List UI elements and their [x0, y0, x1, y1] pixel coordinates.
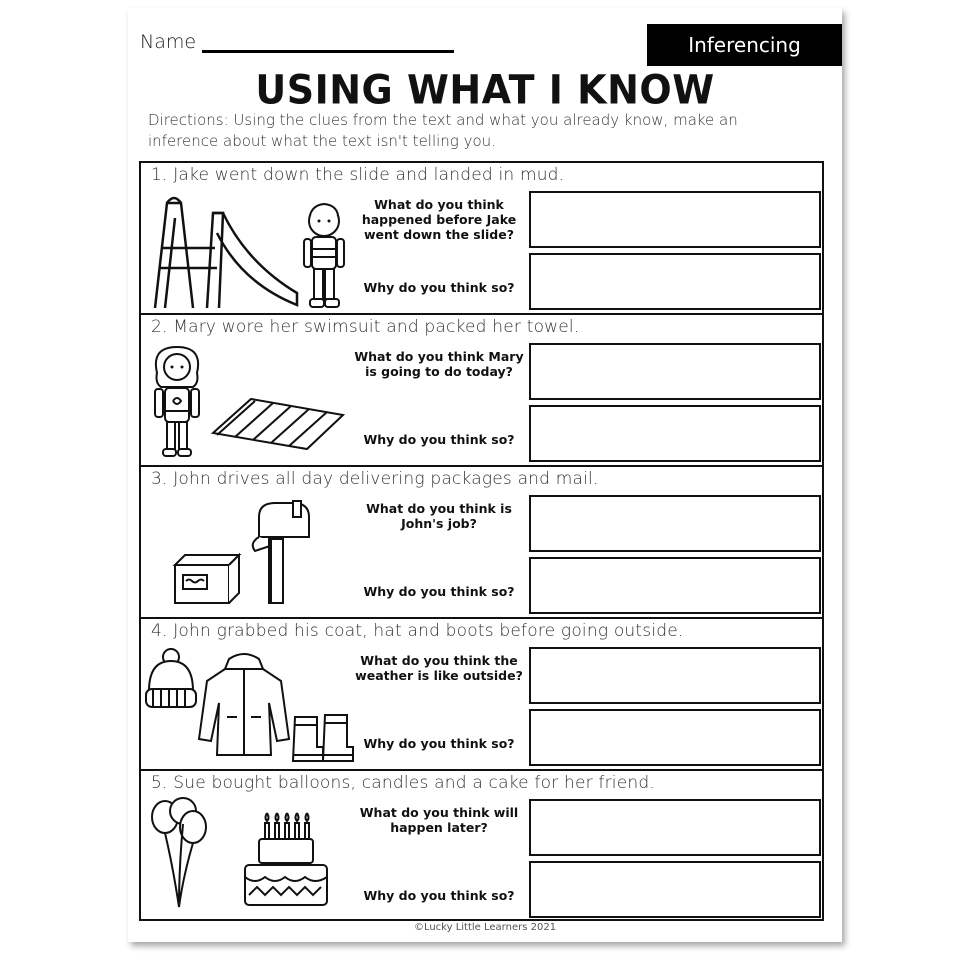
towel-icon [211, 393, 351, 453]
prompt-text: 1. Jake went down the slide and landed in mud. [151, 165, 565, 185]
winter-hat-icon [143, 647, 201, 713]
why-text: Why do you think so? [363, 888, 515, 903]
balloons-icon [149, 797, 209, 917]
question-section-5 [141, 771, 822, 923]
why-text: Why do you think so? [363, 432, 515, 447]
boots-icon [291, 711, 357, 767]
directions-text: Directions: Using the clues from the text and what you already know, make an inference about what the text isn't telling you. [148, 111, 738, 150]
page-title: USING WHAT I KNOW [255, 66, 715, 114]
prompt-text: 3. John drives all day delivering packages and mail. [151, 469, 599, 489]
question-text: What do you think happened before Jake went down the slide? [361, 197, 517, 242]
reason-box[interactable] [529, 253, 821, 310]
coat-icon [197, 651, 291, 761]
reason-box[interactable] [529, 709, 821, 766]
copyright-footer: ©Lucky Little Learners 2021 [413, 922, 557, 933]
topic-badge: Inferencing [647, 24, 842, 66]
slide-icon [147, 193, 307, 313]
why-text: Why do you think so? [363, 280, 515, 295]
question-text: What do you think is John's job? [366, 501, 512, 531]
questions-grid [139, 161, 824, 921]
birthday-cake-icon [241, 809, 331, 919]
answer-box[interactable] [529, 495, 821, 552]
reason-box[interactable] [529, 557, 821, 614]
prompt-text: 5. Sue bought balloons, candles and a cake for her friend. [151, 773, 655, 793]
answer-box[interactable] [529, 647, 821, 704]
mailbox-icon [249, 497, 311, 607]
girl-swimsuit-icon [147, 343, 207, 463]
boy-icon [299, 201, 349, 313]
question-section-3 [141, 467, 822, 619]
question-text: What do you think the weather is like outside? [355, 653, 523, 683]
reason-box[interactable] [529, 861, 821, 918]
answer-box[interactable] [529, 799, 821, 856]
question-section-4 [141, 619, 822, 771]
answer-box[interactable] [529, 191, 821, 248]
prompt-text: 4. John grabbed his coat, hat and boots before going outside. [151, 621, 684, 641]
reason-box[interactable] [529, 405, 821, 462]
name-label: Name [140, 31, 197, 53]
why-text: Why do you think so? [363, 736, 515, 751]
answer-box[interactable] [529, 343, 821, 400]
question-section-1 [141, 163, 822, 315]
question-text: What do you think Mary is going to do today? [354, 349, 524, 379]
question-section-2 [141, 315, 822, 467]
question-text: What do you think will happen later? [359, 805, 519, 835]
why-text: Why do you think so? [363, 584, 515, 599]
prompt-text: 2. Mary wore her swimsuit and packed her towel. [151, 317, 580, 337]
package-icon [171, 551, 243, 607]
name-line[interactable] [202, 50, 454, 53]
